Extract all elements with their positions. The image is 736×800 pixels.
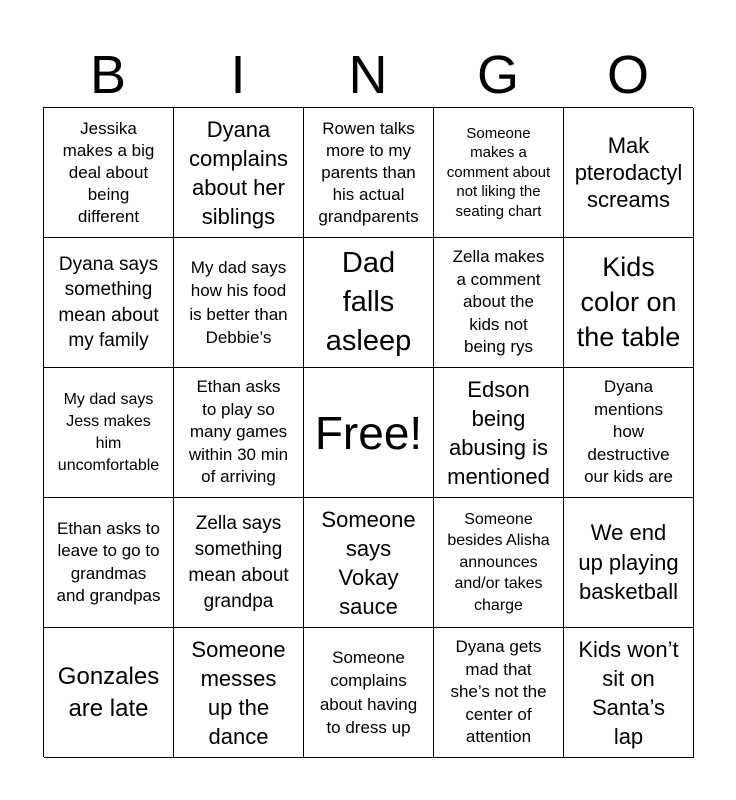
bingo-cell-text: Someone complains about having to dress up	[319, 647, 418, 737]
bingo-cell-text: Someone besides Alisha announces and/or takes charge	[447, 510, 550, 614]
bingo-cell[interactable]	[564, 498, 694, 628]
bingo-cell-text: Gonzales are late	[57, 662, 160, 722]
bingo-cell-text: My dad says how his food is better than Debbie’s	[189, 257, 288, 347]
bingo-cell-text: Edson being abusing is mentioned	[447, 376, 550, 489]
bingo-cell-text: Dad falls asleep	[325, 247, 412, 357]
bingo-cell[interactable]	[564, 108, 694, 238]
bingo-cell-text: Someone says Vokay sauce	[321, 506, 416, 619]
bingo-cell-text: Free!	[314, 406, 423, 459]
bingo-cell[interactable]	[304, 238, 434, 368]
bingo-cell[interactable]	[434, 368, 564, 498]
bingo-cell[interactable]	[174, 498, 304, 628]
bingo-cell-text: Dyana complains about her siblings	[188, 116, 289, 229]
bingo-header	[43, 44, 693, 106]
bingo-cell[interactable]	[434, 108, 564, 238]
bingo-cell-text: Dyana says something mean about my family	[58, 253, 159, 351]
bingo-cell-text: Zella makes a comment about the kids not being rys	[452, 247, 545, 357]
bingo-cell[interactable]	[44, 238, 174, 368]
bingo-cell-text: Mak pterodactyl screams	[574, 133, 683, 212]
bingo-cell-text: Ethan asks to leave to go to grandmas and grandpas	[56, 518, 161, 605]
bingo-cell[interactable]	[174, 108, 304, 238]
bingo-cell[interactable]	[564, 628, 694, 758]
bingo-cell[interactable]	[434, 628, 564, 758]
header-letter-n: N	[348, 45, 388, 105]
bingo-cell-free[interactable]	[304, 368, 434, 498]
bingo-cell[interactable]	[174, 368, 304, 498]
header-letter-i: I	[230, 45, 246, 105]
bingo-cell-text: We end up playing basketball	[578, 520, 679, 605]
bingo-cell-text: My dad says Jess makes him uncomfortable	[57, 390, 160, 474]
bingo-cell[interactable]	[304, 498, 434, 628]
bingo-cell[interactable]	[44, 108, 174, 238]
bingo-cell-text: Ethan asks to play so many games within 30 min of arriving	[188, 377, 289, 487]
header-letter-o: O	[606, 45, 649, 105]
bingo-cell-text: Jessika makes a big deal about being different	[62, 118, 155, 226]
bingo-cell[interactable]	[564, 368, 694, 498]
bingo-cell[interactable]	[304, 628, 434, 758]
bingo-cell-text: Rowen talks more to my parents than his actual grandparents	[318, 118, 419, 226]
bingo-grid	[43, 107, 693, 757]
bingo-cell[interactable]	[44, 368, 174, 498]
bingo-cell-text: Dyana gets mad that she’s not the center of attention	[450, 637, 547, 747]
bingo-cell-text: Kids color on the table	[576, 252, 681, 352]
bingo-cell-text: Zella says something mean about grandpa	[188, 512, 289, 612]
bingo-cell[interactable]	[44, 628, 174, 758]
bingo-cell[interactable]	[434, 238, 564, 368]
bingo-cell[interactable]	[174, 628, 304, 758]
bingo-cell[interactable]	[44, 498, 174, 628]
bingo-cell-text: Someone messes up the dance	[191, 636, 286, 749]
bingo-cell-text: Kids won’t sit on Santa’s lap	[578, 636, 679, 749]
bingo-cell-text: Dyana mentions how destructive our kids are	[584, 377, 673, 487]
bingo-cell[interactable]	[174, 238, 304, 368]
header-letter-b: B	[89, 45, 127, 105]
header-letter-g: G	[476, 45, 519, 105]
bingo-cell[interactable]	[304, 108, 434, 238]
bingo-cell[interactable]	[564, 238, 694, 368]
bingo-cell-text: Someone makes a comment about not liking the seating chart	[446, 124, 551, 220]
bingo-cell[interactable]	[434, 498, 564, 628]
